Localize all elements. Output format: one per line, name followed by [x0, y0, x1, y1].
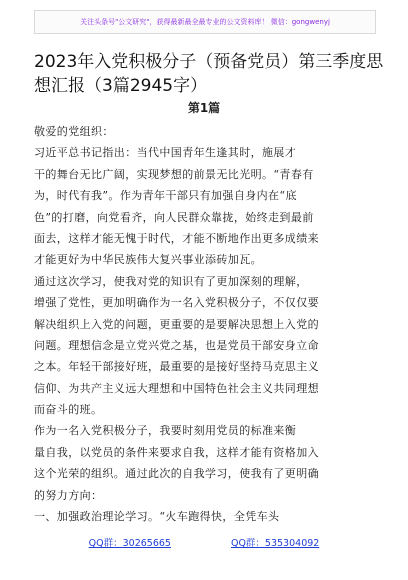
promo-banner: [34, 10, 376, 34]
text-line: 量自我，以党员的条件来要求自我，这样才能有资格加入: [34, 445, 319, 459]
text-line: 一、加强政治理论学习。“火车跑得快，全凭车头: [34, 510, 280, 524]
text-line: 干的舞台无比广阔，实现梦想的前景无比光明。“青春有: [34, 167, 314, 181]
text-line: 通过这次学习，使我对党的知识有了更加深刻的理解，: [34, 274, 308, 288]
paragraph: [34, 142, 384, 270]
document-body: [34, 121, 384, 527]
footer-qq-group-link[interactable]: QQ群：30265665: [88, 538, 171, 549]
footer: [0, 535, 408, 549]
text-line: 面去，这样才能无愧于时代，才能不断地作出更多成绩来: [34, 231, 319, 245]
text-line: 习近平总书记指出：当代中国青年生逢其时，施展才: [34, 146, 297, 160]
text-line: 信仰、为共产主义远大理想和中国特色社会主义共同理想: [34, 381, 319, 395]
text-line: 解决组织上入党的问题，更重要的是要解决思想上入党的: [34, 317, 319, 331]
document-title-line: 想汇报（3篇2945字）: [34, 76, 208, 96]
paragraph: [34, 121, 384, 142]
text-line: 增强了党性，更加明确作为一名入党积极分子，不仅仅要: [34, 296, 319, 310]
document-title-line: 2023年入党积极分子（预备党员）第三季度思: [34, 52, 384, 72]
text-line: 的努力方向：: [34, 488, 103, 502]
text-line: 问题。理想信念是立党兴党之基，也是党员干部安身立命: [34, 338, 319, 352]
footer-qq-group-link[interactable]: QQ群：535304092: [230, 538, 320, 549]
text-line: 为，时代有我”。作为青年干部只有加强自身内在“底: [34, 189, 297, 203]
text-line: 敬爱的党组织：: [34, 125, 114, 138]
promo-banner-text: 关注头条号"公文研究"，获得最新最全最专业的公文资料库！ 微信：gongwenyj: [80, 18, 330, 26]
text-line: 作为一名入党积极分子，我要时刻用党员的标准来衡: [34, 424, 297, 438]
text-line: 色”的打磨，向党看齐，向人民群众靠拢，始终走到最前: [34, 210, 314, 224]
section-title: 第1篇: [187, 101, 221, 115]
paragraph: [34, 506, 384, 527]
document-title: [34, 50, 384, 98]
paragraph: [34, 271, 384, 421]
text-line: 之本。年轻干部接好班，最重要的是接好坚持马克思主义: [34, 360, 319, 374]
text-line: 而奋斗的班。: [34, 403, 103, 417]
paragraph: [34, 420, 384, 506]
text-line: 才能更好为中华民族伟大复兴事业添砖加瓦。: [34, 253, 262, 267]
text-line: 这个光荣的组织。通过此次的自我学习，使我有了更明确: [34, 467, 319, 481]
